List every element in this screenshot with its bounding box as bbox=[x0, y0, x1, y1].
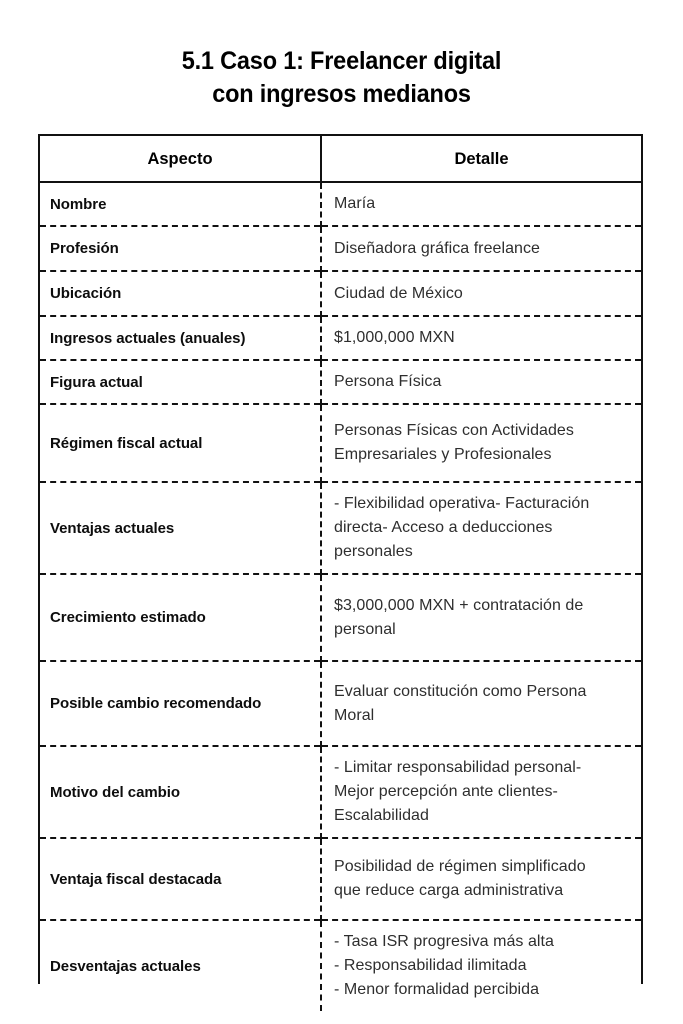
detail-line: Escalabilidad bbox=[334, 807, 429, 824]
aspect-cell-nombre: Nombre bbox=[40, 182, 321, 226]
detail-line: Personas Físicas con Actividades bbox=[334, 422, 574, 439]
detail-cell-motivo bbox=[321, 746, 641, 838]
detail-line: personales bbox=[334, 543, 413, 560]
detail-line: que reduce carga administrativa bbox=[334, 882, 564, 899]
detail-line: Empresariales y Profesionales bbox=[334, 446, 552, 463]
detail-cell-ventaja-fiscal bbox=[321, 838, 641, 920]
detail-line: - Limitar responsabilidad personal- bbox=[334, 759, 582, 776]
page-title bbox=[20, 45, 662, 112]
detail-line: - Tasa ISR progresiva más alta bbox=[334, 933, 554, 950]
aspect-cell-motivo: Motivo del cambio bbox=[40, 746, 321, 838]
table-row bbox=[40, 316, 641, 360]
column-header-detail: Detalle bbox=[321, 136, 641, 182]
detail-cell-regimen bbox=[321, 404, 641, 482]
aspect-cell-ubicacion: Ubicación bbox=[40, 271, 321, 316]
detail-line: Ciudad de México bbox=[334, 284, 463, 302]
detail-line: personal bbox=[334, 620, 396, 638]
detail-line: $1,000,000 MXN bbox=[334, 329, 455, 346]
table-row bbox=[40, 271, 641, 316]
table-row bbox=[40, 746, 641, 838]
table-row bbox=[40, 360, 641, 404]
detail-line: Posibilidad de régimen simplificado bbox=[334, 858, 586, 875]
detail-line: Diseñadora gráfica freelance bbox=[334, 239, 540, 257]
detail-line: directa- Acceso a deducciones bbox=[334, 519, 553, 536]
detail-cell-figura bbox=[321, 360, 641, 404]
case-detail-table-container bbox=[38, 134, 643, 998]
aspect-cell-regimen: Régimen fiscal actual bbox=[40, 404, 321, 482]
detail-line: Mejor percepción ante clientes- bbox=[334, 783, 558, 800]
table-row bbox=[40, 482, 641, 574]
aspect-cell-crecimiento: Crecimiento estimado bbox=[40, 574, 321, 661]
table-row bbox=[40, 182, 641, 226]
detail-cell-ventajas bbox=[321, 482, 641, 574]
aspect-cell-ventaja-fiscal: Ventaja fiscal destacada bbox=[40, 838, 321, 920]
detail-line: Moral bbox=[334, 706, 375, 724]
detail-cell-profesion bbox=[321, 226, 641, 271]
table-row bbox=[40, 838, 641, 920]
page-title-line-2: con ingresos medianos bbox=[212, 80, 471, 108]
column-header-aspect: Aspecto bbox=[40, 136, 321, 182]
detail-line: Evaluar constitución como Persona bbox=[334, 682, 587, 700]
aspect-cell-ingresos: Ingresos actuales (anuales) bbox=[40, 316, 321, 360]
aspect-cell-ventajas: Ventajas actuales bbox=[40, 482, 321, 574]
page-title-line-1: 5.1 Caso 1: Freelancer digital bbox=[181, 46, 502, 75]
detail-cell-ingresos bbox=[321, 316, 641, 360]
table-row bbox=[40, 661, 641, 746]
aspect-cell-desventajas: Desventajas actuales bbox=[40, 920, 321, 1011]
detail-line: $3,000,000 MXN + contratación de bbox=[334, 596, 584, 614]
aspect-cell-profesion: Profesión bbox=[40, 226, 321, 271]
detail-cell-cambio bbox=[321, 661, 641, 746]
detail-line: - Flexibilidad operativa- Facturación bbox=[334, 495, 590, 512]
table-header-row bbox=[40, 136, 641, 182]
detail-cell-crecimiento bbox=[321, 574, 641, 661]
table-body bbox=[40, 182, 641, 1011]
table-row bbox=[40, 920, 641, 1011]
aspect-cell-figura: Figura actual bbox=[40, 360, 321, 404]
detail-line: Persona Física bbox=[334, 373, 442, 390]
detail-line: - Menor formalidad percibida bbox=[334, 981, 540, 998]
detail-cell-desventajas bbox=[321, 920, 641, 1011]
table-row bbox=[40, 226, 641, 271]
table-row bbox=[40, 404, 641, 482]
table-header bbox=[40, 136, 641, 182]
detail-cell-nombre bbox=[321, 182, 641, 226]
table-row bbox=[40, 574, 641, 661]
detail-line: María bbox=[334, 195, 376, 212]
detail-cell-ubicacion bbox=[321, 271, 641, 316]
case-detail-table bbox=[40, 136, 641, 1011]
detail-line: - Responsabilidad ilimitada bbox=[334, 957, 527, 974]
aspect-cell-cambio: Posible cambio recomendado bbox=[40, 661, 321, 746]
